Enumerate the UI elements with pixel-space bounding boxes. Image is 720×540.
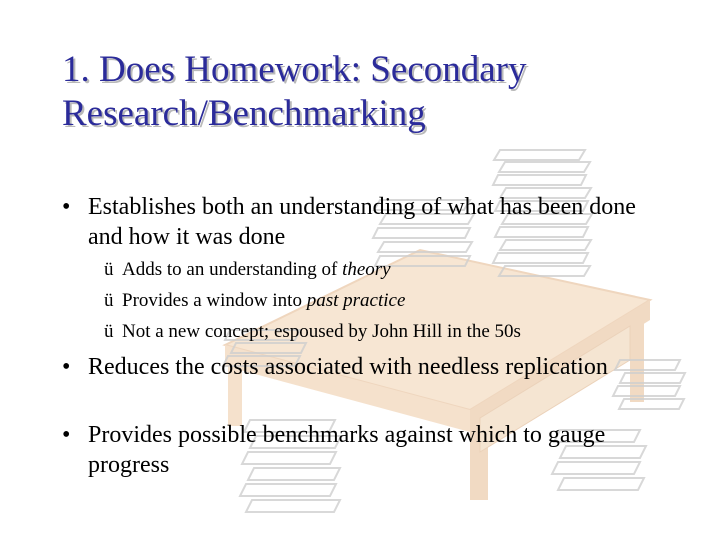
bullet-marker: • [62, 354, 71, 380]
sub-bullet-item [104, 258, 664, 281]
bullet-item [62, 420, 662, 480]
sub-bullet-item [104, 289, 664, 312]
sub-bullet-item [104, 320, 664, 343]
sub-bullet-text: Provides a window into [122, 290, 307, 311]
checkmark-icon: ü [104, 259, 114, 280]
sub-bullet-text: Adds to an understanding of [122, 259, 343, 280]
slide-title-line-2: Research/Benchmarking [62, 93, 426, 134]
bullet-marker: • [62, 194, 71, 220]
bullet-text: Establishes both an understanding of what has been done and how it was done [88, 194, 636, 250]
checkmark-icon: ü [104, 290, 114, 311]
checkmark-icon: ü [104, 321, 114, 342]
bullet-text: Reduces the costs associated with needless replication [88, 354, 608, 380]
bullet-item [62, 192, 662, 252]
bullet-marker: • [62, 422, 71, 448]
bullet-item [62, 352, 662, 382]
sub-bullet-text: Not a new concept; espoused by John Hill in the 50s [122, 321, 521, 342]
slide-title-line-1: 1. Does Homework: Secondary [62, 49, 527, 90]
sub-bullet-emphasis: theory [342, 259, 391, 280]
bullet-text: Provides possible benchmarks against which to gauge progress [88, 422, 606, 478]
sub-bullet-emphasis: past practice [306, 290, 406, 311]
